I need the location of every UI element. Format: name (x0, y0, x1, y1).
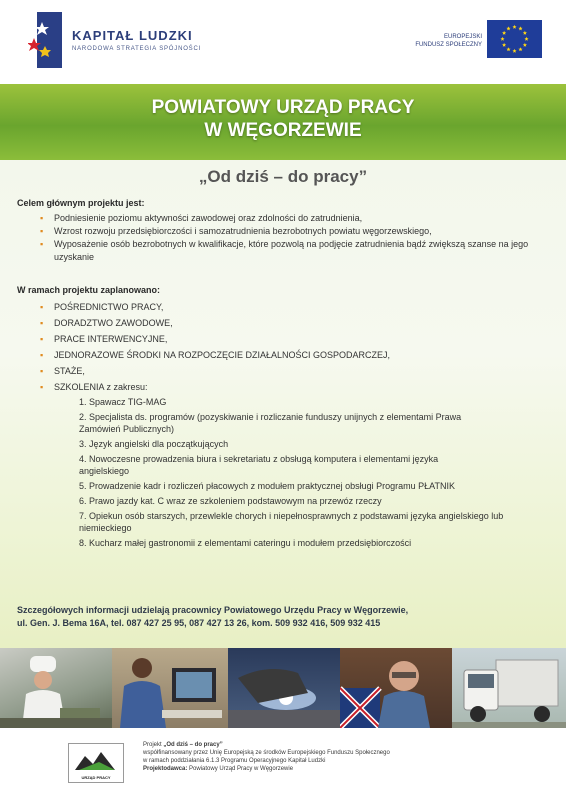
bullet-icon: ▪ (40, 382, 44, 392)
footer-line2: współfinansowany przez Unię Europejską ze środków Europejskiego Funduszu Społecznego (143, 750, 390, 756)
goal-item: ▪ Wzrost rozwoju przedsiębiorczości i samozatrudnienia bezrobotnych powiatu węgorzewskiego, (40, 226, 432, 236)
urzad-pracy-logo-text: URZĄD PRACY (81, 775, 111, 780)
footer (0, 728, 566, 795)
contact-info (17, 604, 557, 630)
training-item: 3. Język angielski dla początkujących (79, 439, 229, 449)
slogan: „Od dziś – do pracy” (198, 167, 368, 186)
contact-line1: Szczegółowych informacji udzielają pracownicy Powiatowego Urzędu Pracy w Węgorzewie, (17, 605, 409, 615)
urzad-pracy-emblem-icon (69, 744, 123, 776)
efs-line1: EUROPEJSKI (443, 34, 482, 40)
trainings-list (65, 396, 555, 552)
banner-title (0, 96, 566, 142)
goal-list (40, 212, 560, 264)
footer-project-name: „Od dziś – do pracy” (163, 742, 223, 748)
training-item: 2. Specjalista ds. programów (pozyskiwanie i rozliczanie funduszy unijnych z elementami Prawa Zamówień Publicznych) (79, 412, 462, 434)
plan-heading: W ramach projektu zaplanowano: (17, 285, 161, 295)
training-item: 5. Prowadzenie kadr i rozliczeń płacowych z modułem praktycznej obsługi Programu PŁATNIK (79, 481, 455, 491)
kl-title: KAPITAŁ LUDZKI (72, 28, 193, 43)
welder-photo (228, 648, 340, 728)
training-item: 8. Kucharz małej gastronomii z elementami cateringu i modułem przedsiębiorczości (79, 538, 412, 548)
plan-item: ▪ POŚREDNICTWO PRACY, (40, 299, 540, 315)
header (0, 0, 566, 84)
footer-promoter-label: Projektodawca: (143, 766, 188, 772)
training-item: 1. Spawacz TIG-MAG (79, 397, 167, 407)
urzad-pracy-logo (68, 743, 124, 783)
plan-list (40, 299, 540, 395)
plan-item: ▪ SZKOLENIA z zakresu: (40, 379, 540, 395)
truck-photo (452, 648, 566, 728)
contact-line2: ul. Gen. J. Bema 16A, tel. 087 427 25 95, 087 427 13 26, kom. 509 932 416, 509 932 415 (17, 618, 381, 628)
plan-item: ▪ JEDNORAZOWE ŚRODKI NA ROZPOCZĘCIE DZIAŁALNOŚCI GOSPODARCZEJ, (40, 347, 540, 363)
kl-subtitle: NARODOWA STRATEGIA SPÓJNOŚCI (72, 46, 202, 52)
computer-user-photo (112, 648, 228, 728)
efs-line2: FUNDUSZ SPOŁECZNY (415, 42, 482, 48)
footer-promoter-value: Powiatowy Urząd Pracy w Węgorzewie (187, 766, 294, 772)
footer-promoter-line (143, 765, 390, 773)
goal-item: ▪ Wyposażenie osób bezrobotnych w kwalifikacje, które pozwolą na podjęcie zatrudnienia bądź zwiększą szanse na jego uzyskanie (40, 239, 529, 262)
training-item: 4. Nowoczesne prowadzenia biura i sekretariatu z obsługą komputera i elementami języka angielskiego (79, 454, 439, 476)
bullet-icon: ▪ (40, 213, 44, 223)
training-item: 7. Opiekun osób starszych, przewlekle chorych i niepełnosprawnych z podstawami języka angielskiego lub niemieckiego (79, 511, 504, 533)
footer-line3: w ramach poddziałania 6.1.3 Programu Operacyjnego Kapitał Ludzki (143, 758, 326, 764)
efs-label (400, 33, 482, 49)
kapital-ludzki-wordmark (72, 28, 201, 52)
footer-text (143, 741, 390, 773)
kapital-ludzki-logo (28, 12, 62, 68)
plan-item: ▪ STAŻE, (40, 363, 540, 379)
bullet-icon: ▪ (40, 334, 44, 344)
bullet-icon: ▪ (40, 226, 44, 236)
bullet-icon: ▪ (40, 239, 44, 249)
plan-item: ▪ PRACE INTERWENCYJNE, (40, 331, 540, 347)
title-banner (0, 84, 566, 160)
plan-item: ▪ DORADZTWO ZAWODOWE, (40, 315, 540, 331)
footer-project-line: Projekt „Od dziś – do pracy” (143, 742, 223, 748)
banner-line2: W WĘGORZEWIE (204, 120, 362, 141)
bullet-icon: ▪ (40, 350, 44, 360)
photo-strip (0, 648, 566, 728)
main-content (0, 160, 566, 648)
bullet-icon: ▪ (40, 366, 44, 376)
chef-photo (0, 648, 112, 728)
goal-item: ▪ Podniesienie poziomu aktywności zawodowej oraz zdolności do zatrudnienia, (40, 213, 363, 223)
bullet-icon: ▪ (40, 318, 44, 328)
teacher-photo (340, 648, 452, 728)
bullet-icon: ▪ (40, 302, 44, 312)
goal-heading: Celem głównym projektu jest: (17, 198, 145, 208)
training-item: 6. Prawo jazdy kat. C wraz ze szkoleniem podstawowym na przewóz rzeczy (79, 496, 382, 506)
banner-line1: POWIATOWY URZĄD PRACY (151, 97, 415, 118)
eu-flag-icon (487, 20, 542, 58)
